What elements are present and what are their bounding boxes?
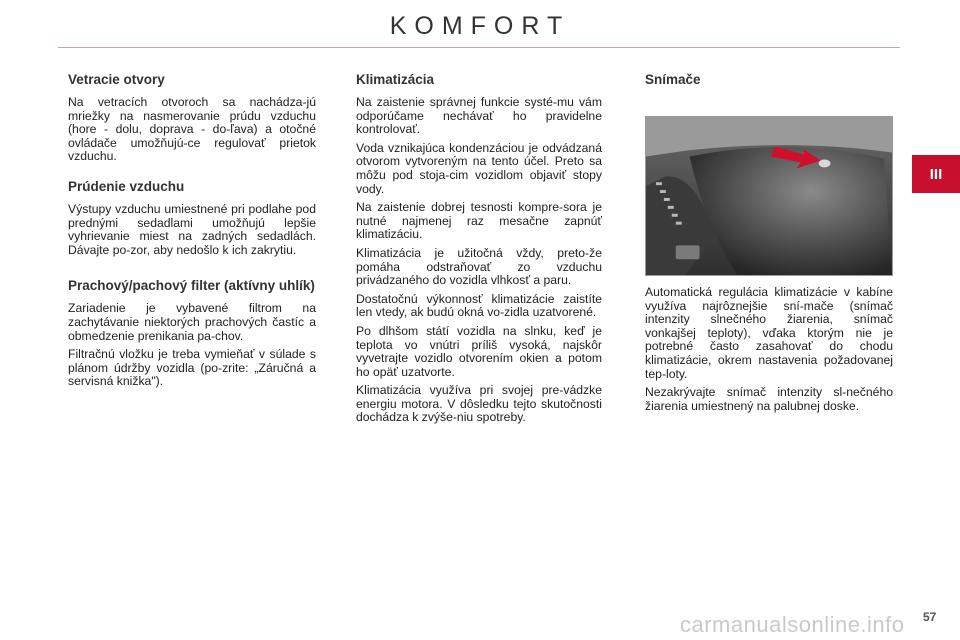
- aircon-paragraph-5: Dostatočnú výkonnosť klimatizácie zaistíte len vtedy, ak budú okná vo-zidla uzatvorené.: [356, 291, 602, 320]
- right-column: [645, 72, 893, 418]
- chapter-tab: III: [912, 155, 960, 193]
- title-divider: [58, 47, 900, 48]
- sensors-paragraph-2: Nezakrývajte snímač intenzity sl-nečného žiarenia umiestnený na palubnej doske.: [645, 385, 893, 413]
- middle-column: [356, 72, 602, 430]
- aircon-paragraph-1: Na zaistenie správnej funkcie systé-mu vám odporúčame nechávať ho pravidelne kontrolovať.: [356, 95, 602, 137]
- aircon-paragraph-2: Voda vznikajúca kondenzáciou je odvádzaná otvorom vytvoreným na tento účel. Preto sa môžu pod stoja-cim vozidlom objaviť stopy vody.: [356, 140, 602, 196]
- sensors-paragraph-1: Automatická regulácia klimatizácie v kabíne využíva najrôznejšie sní-mače (snímač intenzity slnečného žiarenia, snímač vonkajšej teploty), vďaka ktorým nie je potrebné často zasahovať do chodu klimatizácie, okrem nastavenia požadovanej tep-loty.: [645, 285, 893, 381]
- section-title-filter: Prachový/pachový filter (aktívny uhlík): [68, 278, 315, 294]
- section-title-sensors: Snímače: [645, 72, 701, 87]
- section-title-vents: Vetracie otvory: [68, 72, 165, 87]
- filter-paragraph-1: Zariadenie je vybavené filtrom na zachytávanie niektorých prachových častíc a obmedzenie prenikania pa-chov.: [68, 301, 316, 343]
- vents-paragraph: Na vetracích otvoroch sa nachádza-jú mriežky na nasmerovanie prúdu vzduchu (hore - dolu, doprava - do-ľava) a otočné ovládače umožňujú-ce regulovať prietok vzduchu.: [68, 95, 316, 164]
- aircon-paragraph-7: Klimatizácia využíva pri svojej pre-vádzke energiu motora. V dôsledku tejto skutočnosti dochádza k zvýše-niu spotreby.: [356, 383, 602, 425]
- watermark: carmanualsonline.info: [680, 612, 905, 637]
- section-title-aircon: Klimatizácia: [356, 72, 435, 87]
- page-number: 57: [923, 610, 937, 624]
- aircon-paragraph-4: Klimatizácia je užitočná vždy, preto-že pomáha odstraňovať zo vzduchu privádzaného do vozidla vlhkosť a paru.: [356, 245, 602, 288]
- airflow-paragraph: Výstupy vzduchu umiestnené pri podlahe pod prednými sedadlami umožňujú lepšie vyhrievanie miest na zadných sedadlách. Dávajte po-zor, aby nedošlo k ich zakrytiu.: [68, 201, 316, 257]
- page-title: KOMFORT: [389, 12, 571, 40]
- filter-paragraph-2: Filtračnú vložku je treba vymieňať v súlade s plánom údržby vozidla (po-zrite: „Záručná a servisná knižka").: [68, 347, 316, 389]
- aircon-paragraph-6: Po dlhšom státí vozidla na slnku, keď je teplota vo vnútri príliš vysoká, najskôr vyvetrajte vozidlo otvorením okien a potom ho opäť uzatvorte.: [356, 323, 602, 379]
- aircon-paragraph-3: Na zaistenie dobrej tesnosti kompre-sora je nutné najmenej raz mesačne zapnúť klimatizáciu.: [356, 200, 602, 242]
- dashboard-sensor-photo: [645, 116, 893, 276]
- section-title-airflow: Prúdenie vzduchu: [68, 178, 185, 194]
- left-column: [68, 72, 316, 394]
